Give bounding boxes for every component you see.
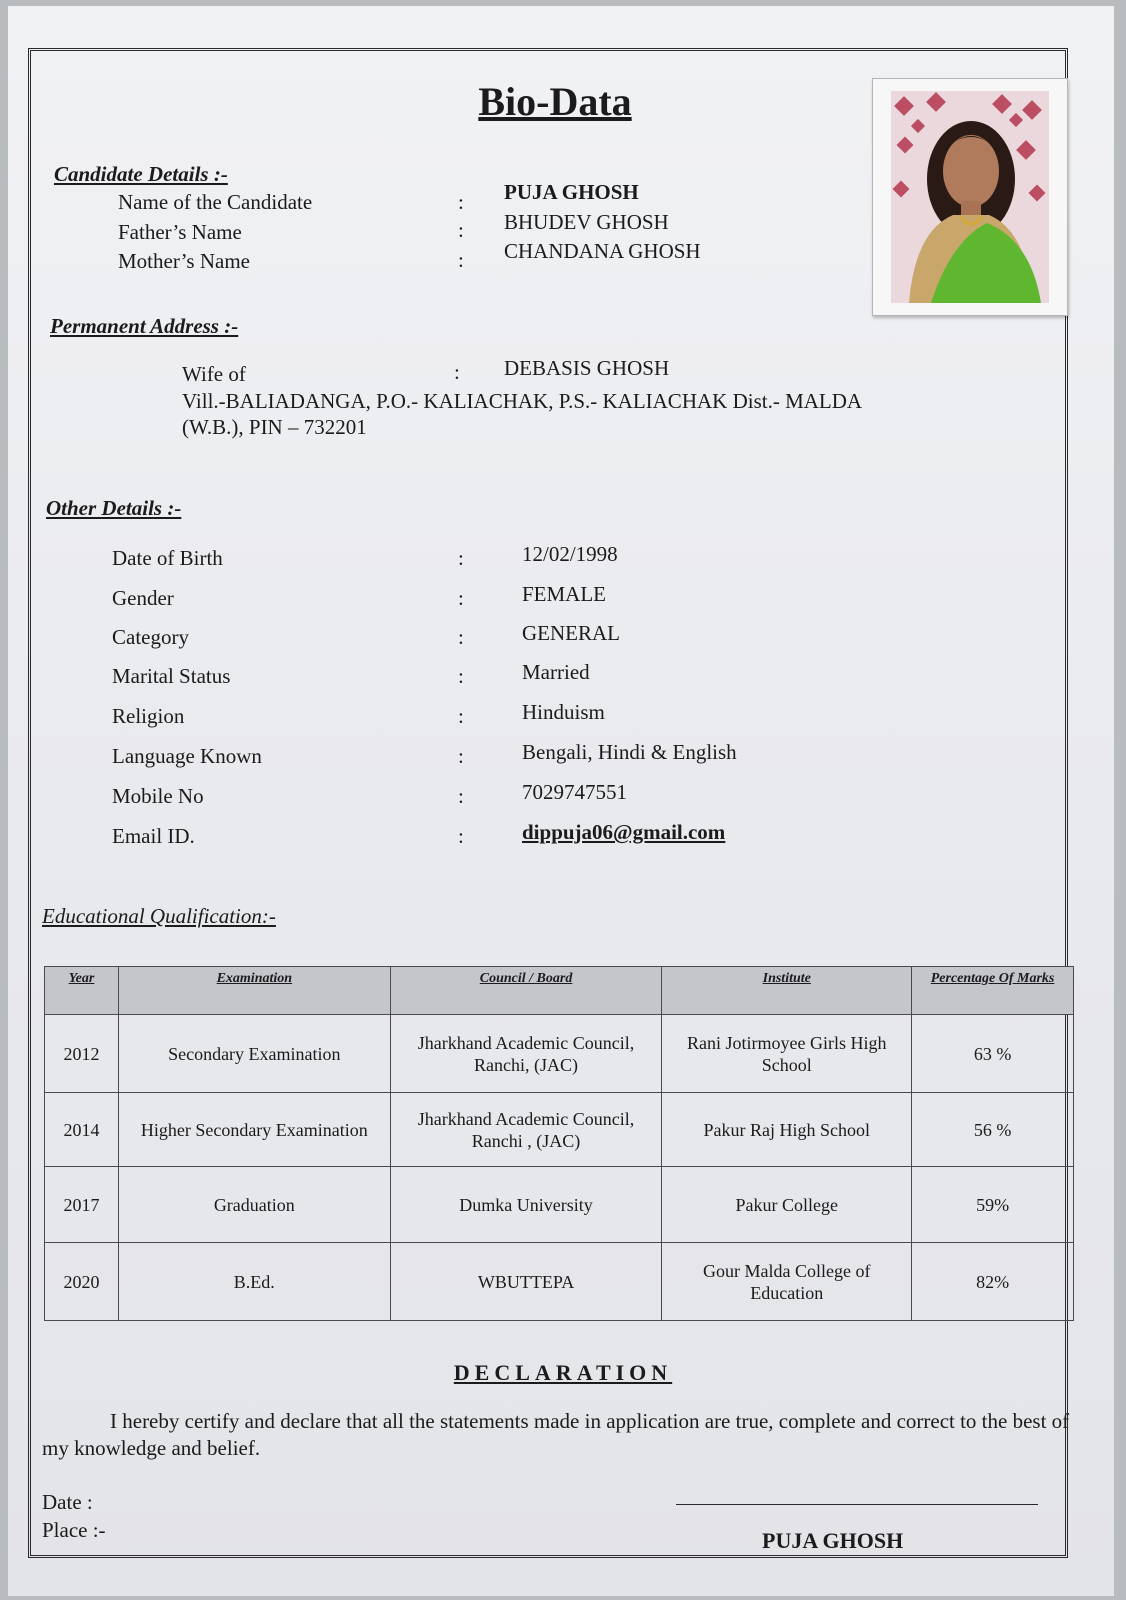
date-label: Date : (42, 1490, 93, 1514)
value-gender: FEMALE (522, 582, 606, 606)
table-row (45, 1093, 1074, 1167)
label-gender: Gender (112, 586, 174, 610)
candidate-details-heading: Candidate Details :- (54, 162, 228, 186)
colon: : (458, 248, 464, 272)
cell-council-board: WBUTTEPA (390, 1243, 662, 1321)
label-marital-status: Marital Status (112, 664, 231, 688)
label-mobile-no: Mobile No (112, 784, 204, 808)
cell-percentage: 82% (912, 1243, 1074, 1321)
value-wife-of: DEBASIS GHOSH (504, 356, 670, 380)
cell-percentage: 56 % (912, 1093, 1074, 1167)
colon: : (458, 586, 464, 610)
value-date-of-birth: 12/02/1998 (522, 542, 618, 566)
label-candidate-name: Name of the Candidate (118, 190, 313, 214)
page-title: Bio-Data (478, 79, 632, 124)
colon: : (458, 218, 464, 242)
value-religion: Hinduism (522, 700, 605, 724)
colon: : (458, 190, 464, 214)
value-email-id[interactable]: dippuja06@gmail.com (522, 820, 726, 844)
header-examination: Examination (118, 967, 390, 1015)
place-label: Place :- (42, 1518, 106, 1542)
header-council-board: Council / Board (390, 967, 662, 1015)
table-row (45, 1243, 1074, 1321)
table-row (45, 1015, 1074, 1093)
cell-council-board: Dumka University (390, 1167, 662, 1243)
label-mother-name: Mother’s Name (118, 249, 250, 273)
header-institute: Institute (662, 967, 912, 1015)
colon: : (458, 546, 464, 570)
value-father-name: BHUDEV GHOSH (504, 210, 669, 234)
colon: : (458, 784, 464, 808)
value-category: GENERAL (522, 621, 620, 645)
cell-examination: B.Ed. (118, 1243, 390, 1321)
education-heading: Educational Qualification:- (42, 904, 276, 928)
signature-line (676, 1504, 1038, 1505)
declaration-heading: DECLARATION (453, 1360, 673, 1385)
colon: : (458, 625, 464, 649)
label-wife-of: Wife of (182, 362, 246, 386)
cell-year: 2020 (45, 1243, 119, 1321)
label-email-id: Email ID. (112, 824, 195, 848)
table-header-row (45, 967, 1074, 1015)
cell-council-board: Jharkhand Academic Council, Ranchi, (JAC) (390, 1015, 662, 1093)
table-row (45, 1167, 1074, 1243)
cell-institute: Pakur Raj High School (662, 1093, 912, 1167)
cell-percentage: 63 % (912, 1015, 1074, 1093)
declaration-text: I hereby certify and declare that all the statements made in application are true, complete and correct to the best of my knowledge and belief. (42, 1409, 1070, 1460)
cell-year: 2017 (45, 1167, 119, 1243)
candidate-photo (872, 78, 1068, 316)
label-date-of-birth: Date of Birth (112, 546, 223, 570)
address-line-1: Vill.-BALIADANGA, P.O.- KALIACHAK, P.S.- KALIACHAK Dist.- MALDA (182, 389, 863, 413)
address-line-2: (W.B.), PIN – 732201 (182, 415, 367, 439)
cell-percentage: 59% (912, 1167, 1074, 1243)
cell-institute: Rani Jotirmoyee Girls High School (662, 1015, 912, 1093)
value-mobile-no: 7029747551 (522, 780, 627, 804)
colon: : (454, 360, 460, 384)
header-percentage: Percentage Of Marks (912, 967, 1074, 1015)
cell-institute: Pakur College (662, 1167, 912, 1243)
cell-year: 2014 (45, 1093, 119, 1167)
label-father-name: Father’s Name (118, 220, 242, 244)
portrait-image (891, 91, 1049, 303)
value-marital-status: Married (522, 660, 590, 684)
colon: : (458, 744, 464, 768)
header-year: Year (45, 967, 119, 1015)
cell-examination: Higher Secondary Examination (118, 1093, 390, 1167)
label-religion: Religion (112, 704, 185, 728)
cell-council-board: Jharkhand Academic Council, Ranchi , (JAC) (390, 1093, 662, 1167)
colon: : (458, 704, 464, 728)
cell-year: 2012 (45, 1015, 119, 1093)
cell-examination: Secondary Examination (118, 1015, 390, 1093)
label-language-known: Language Known (112, 744, 262, 768)
cell-examination: Graduation (118, 1167, 390, 1243)
colon: : (458, 664, 464, 688)
cell-institute: Gour Malda College of Education (662, 1243, 912, 1321)
value-language-known: Bengali, Hindi & English (522, 740, 737, 764)
colon: : (458, 824, 464, 848)
permanent-address-heading: Permanent Address :- (50, 314, 239, 338)
signatory-name: PUJA GHOSH (762, 1528, 904, 1553)
label-category: Category (112, 625, 189, 649)
other-details-heading: Other Details :- (46, 496, 182, 520)
value-mother-name: CHANDANA GHOSH (504, 239, 701, 263)
education-table (44, 966, 1074, 1321)
value-candidate-name: PUJA GHOSH (504, 180, 639, 204)
